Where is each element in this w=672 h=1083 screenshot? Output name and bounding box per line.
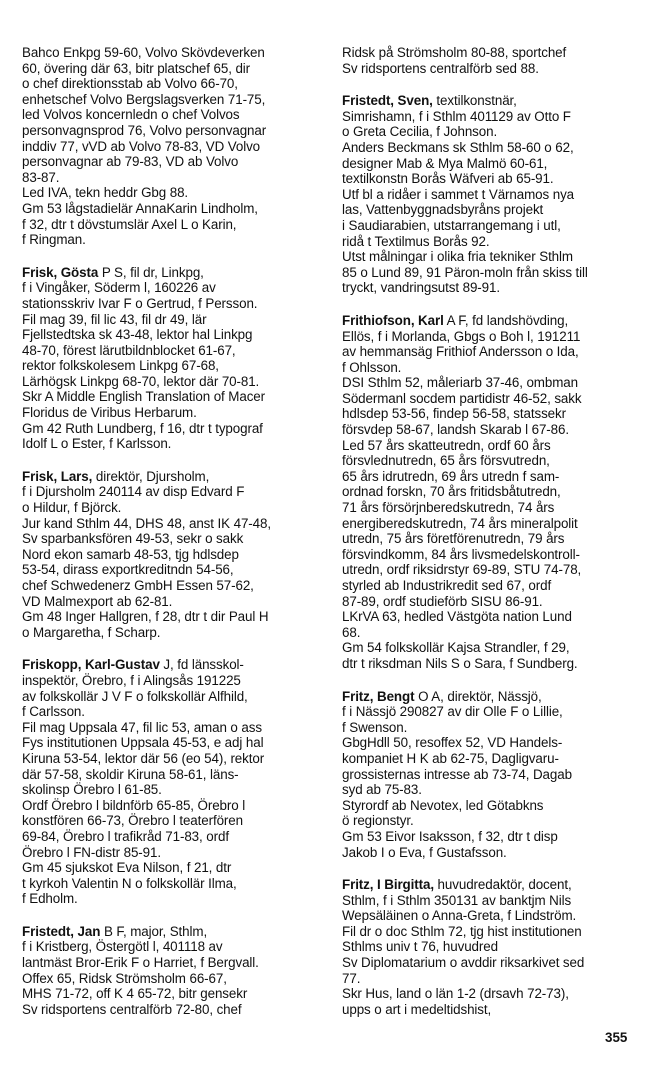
entry-line: f i Kristberg, Östergötl l, 401118 av [22,939,223,955]
entry-line: Simrishamn, f i Sthlm 401129 av Otto F [342,108,571,124]
entry-line: rektor folkskolesem Linkpg 67-68, [22,358,219,374]
entry-line: o Hildur, f Björck. [22,500,122,516]
entry-line: 69-84, Örebro l trafikråd 71-83, ordf [22,828,229,844]
entry-first-line [22,265,322,281]
entry-line: Sthlms univ t 76, huvudred [342,939,498,955]
entry-line: VD Malmexport ab 62-81. [22,593,173,609]
entry-line: 71 års försörjnberedskutredn, 74 års [342,500,555,516]
entry-line: 53-54, dirass exportkreditndn 54-56, [22,562,234,578]
entry-line: Lärhögsk Linkpg 68-70, lektor där 70-81. [22,373,260,389]
entry-line: kompaniet H K ab 62-75, Dagligvaru- [342,750,559,766]
entry-friskopp-karl-gustav [22,657,322,907]
entry-line: t kyrkoh Valentin N o folkskollär Ilma, [22,875,237,891]
entry-line: LKrVA 63, hedled Västgöta nation Lund [342,609,572,625]
entry-first-line [342,93,654,109]
entry-line: Skr Hus, land o län 1-2 (drsavh 72-73), [342,986,569,1002]
entry-line: Södermanl socdem partidistr 46-52, sakk [342,390,582,406]
entry-line: Jur kand Sthlm 44, DHS 48, anst IK 47-48, [22,515,271,531]
entry-line: Örebro l FN-distr 85-91. [22,844,161,860]
entry-line: styrled ab Industrikredit sed 67, ordf [342,578,552,593]
entry-line: 68. [342,624,361,640]
entry-name: Fristedt, Jan [22,923,101,939]
entry-line: Skr A Middle English Translation of Macer [22,389,265,405]
entry-line: av folkskollär J V F o folkskollär Alfhild, [22,688,248,704]
entry-line: Kiruna 53-54, lektor där 56 (eo 54), rektor [22,750,265,766]
entry-line: f i Nässjö 290827 av dir Olle F o Lillie, [342,704,563,720]
entry-line: direktör, Djursholm, [92,468,210,484]
entry-line: GbgHdll 50, resoffex 52, VD Handels- [342,735,563,751]
entry-line: Offex 65, Ridsk Strömsholm 66-67, [22,970,227,986]
left-column [22,45,322,1034]
entry-line: Ordf Örebro l bildnförb 65-85, Örebro l [22,797,246,813]
entry-first-line [22,924,322,940]
entry-line: energiberedskutredn, 74 års mineralpolit [342,515,578,531]
entry-name: Frisk, Lars, [22,468,93,484]
entry-line: Nord ekon samarb 48-53, tjg hdlsdep [22,546,239,562]
entry-line: Styrordf ab Nevotex, led Götabkns [342,797,544,813]
entry-line: 83-87. [22,169,60,185]
entry-line: 48-70, förest lärutbildnblocket 61-67, [22,342,236,358]
entry-line: 60, övering där 63, bitr platschef 65, dir [22,60,251,76]
entry-line: Fil mag Uppsala 47, fil lic 53, aman o ass [22,719,262,735]
entry-line: ridå t Textilmus Borås 92. [342,233,490,249]
entry-name: Fristedt, Sven, [342,93,433,109]
entry-line: Sthlm, f i Sthlm 350131 av banktjm Nils [342,892,572,908]
entry-line: chef Schwedenerz GmbH Essen 57-62, [22,578,254,593]
entry-line: 65 års idrutredn, 69 års utredn f sam- [342,468,560,484]
entry-line: f Ohlsson. [342,359,402,375]
entry-first-line [342,877,654,893]
entry-line: tryckt, vandringsutst 89-91. [342,280,500,296]
entry-line: dtr t riksdman Nils S o Sara, f Sundberg. [342,655,578,671]
entry-line: J, fd länsskol- [159,657,244,673]
entry-continuation [22,45,322,248]
entry-line: Led IVA, tekn heddr Gbg 88. [22,185,189,201]
entry-line: f Edholm. [22,891,78,907]
entry-line: ordnad forskn, 70 års fritidsbåtutredn, [342,484,561,500]
entry-line: Utf bl a ridåer i sammet t Värnamos nya [342,186,575,202]
entry-line: inspektör, Örebro, f i Alingsås 191225 [22,672,241,688]
entry-line: syd ab 75-83. [342,782,422,798]
entry-line: O A, direktör, Nässjö, [414,688,542,704]
entry-line: DSI Sthlm 52, måleriarb 37-46, ombman [342,375,578,391]
entry-fristedt-sven [342,93,654,296]
entry-line: försvindkomm, 84 års livsmedelskontroll- [342,546,580,562]
entry-line: Gm 54 folkskollär Kajsa Strandler, f 29, [342,640,570,656]
entry-line: Fjellstedtska sk 43-48, lektor hal Linkpg [22,327,253,343]
entry-name: Fritz, Bengt [342,688,415,704]
entry-line: Anders Beckmans sk Sthlm 58-60 o 62, [342,139,574,155]
entry-line: o chef direktionsstab ab Volvo 66-70, [22,76,238,92]
entry-line: stationsskriv Ivar F o Gertrud, f Persson. [22,295,258,311]
entry-first-line [22,657,322,673]
entry-line: personvagnar ab 79-83, VD ab Volvo [22,154,239,170]
entry-line: o Margaretha, f Scharp. [22,624,161,640]
entry-name: Frisk, Gösta [22,264,99,280]
entry-line: A F, fd landshövding, [443,312,569,328]
entry-line: Idolf L o Ester, f Karlsson. [22,436,172,452]
entry-line: Sv Diplomatarium o avddir riksarkivet sed [342,955,585,971]
entry-line: Gm 53 lågstadielär AnnaKarin Lindholm, [22,200,258,216]
page-number: 355 [605,1030,628,1045]
entry-line: försvdep 58-67, landsh Skarab l 67-86. [342,422,569,438]
entry-line: Sv ridsportens centralförb sed 88. [342,60,539,76]
entry-line: B F, major, Sthlm, [100,923,208,939]
entry-line: Ellös, f i Morlanda, Gbgs o Boh l, 191211 [342,328,581,344]
entry-line: ö regionstyr. [342,813,414,829]
entry-line: Ridsk på Strömsholm 80-88, sportchef [342,45,567,60]
entry-line: grossisternas intresse ab 73-74, Dagab [342,766,572,782]
entry-line: skolinsp Örebro l 61-85. [22,782,162,798]
entry-name: Friskopp, Karl-Gustav [22,657,160,673]
entry-name: Fritz, I Birgitta, [342,877,434,893]
entry-line: Bahco Enkpg 59-60, Volvo Skövdeverken [22,45,265,60]
entry-line: 85 o Lund 89, 91 Päron-moln från skiss till [342,264,588,280]
entry-line: Gm 42 Ruth Lundberg, f 16, dtr t typograf [22,420,263,436]
entry-fristedt-jan [22,924,322,1018]
entry-fritz-birgitta [342,877,654,1017]
entry-first-line [342,689,654,705]
entry-line: textilkonstn Borås Wäfveri ab 65-91. [342,171,554,187]
entry-frisk-lars [22,469,322,641]
entry-line: designer Mab & Mya Malmö 60-61, [342,155,548,171]
entry-line: utredn, ordf riksidrstyr 69-89, STU 74-78, [342,562,582,578]
entry-line: där 57-58, skoldir Kiruna 58-61, läns- [22,766,239,782]
entry-line: Floridus de Viribus Herbarum. [22,405,197,421]
entry-line: MHS 71-72, off K 4 65-72, bitr gensekr [22,986,248,1002]
entry-line: huvudredaktör, docent, [433,877,572,893]
entry-line: P S, fil dr, Linkpg, [98,264,204,280]
entry-line: försvlednutredn, 65 års försvutredn, [342,453,550,469]
entry-line: personvagnsprod 76, Volvo personvagnar [22,122,267,138]
entry-line: 77. [342,970,361,986]
entry-line: i Saudiarabien, utstarrangemang i utl, [342,217,561,233]
entry-frisk-gosta [22,265,322,452]
entry-line: o Greta Cecilia, f Johnson. [342,124,498,140]
entry-line: f 32, dtr t dövstumslär Axel L o Karin, [22,216,237,232]
entry-continuation [342,45,654,76]
entry-first-line [342,313,654,329]
entry-line: f Swenson. [342,719,408,735]
entry-line: led Volvos koncernledn o chef Volvos [22,107,240,123]
entry-line: Utst målningar i olika fria tekniker Sthlm [342,249,573,265]
entry-fritz-bengt [342,689,654,861]
entry-line: f i Djursholm 240114 av disp Edvard F [22,484,245,500]
entry-line: lantmäst Bror-Erik F o Harriet, f Bergvall. [22,955,259,971]
entry-line: inddiv 77, vVD ab Volvo 78-83, VD Volvo [22,138,261,154]
entry-line: Fil mag 39, fil lic 43, fil dr 49, lär [22,311,207,327]
entry-line: las, Vattenbyggnadsbyråns projekt [342,202,544,218]
entry-line: hdlsdep 53-56, findep 56-58, statssekr [342,406,566,422]
entry-first-line [22,469,322,485]
entry-line: Fil dr o doc Sthlm 72, tjg hist institutionen [342,923,582,939]
entry-line: f Ringman. [22,232,86,248]
entry-line: Gm 48 Inger Hallgren, f 28, dtr t dir Paul H [22,609,269,625]
entry-name: Frithiofson, Karl [342,312,444,328]
entry-line: Jakob I o Eva, f Gustafsson. [342,844,507,860]
entry-line: Wepsäläinen o Anna-Greta, f Lindström. [342,908,577,924]
entry-line: Fys institutionen Uppsala 45-53, e adj hal [22,735,264,751]
entry-line: Sv ridsportens centralförb 72-80, chef [22,1001,242,1017]
entry-frithiofson-karl [342,313,654,672]
entry-line: 87-89, ordf studieförb SISU 86-91. [342,593,543,609]
entry-line: Led 57 års skatteutredn, ordf 60 års [342,437,551,453]
entry-line: av hemmansäg Frithiof Andersson o Ida, [342,344,579,360]
entry-line: f Carlsson. [22,704,85,720]
entry-line: utredn, 75 års företförenutredn, 79 års [342,531,565,547]
entry-line: Gm 53 Eivor Isaksson, f 32, dtr t disp [342,828,558,844]
right-column [342,45,654,1034]
entry-line: Sv sparbanksfören 49-53, sekr o sakk [22,531,244,547]
entry-line: f i Vingåker, Söderm l, 160226 av [22,280,216,296]
entry-line: Gm 45 sjukskot Eva Nilson, f 21, dtr [22,860,232,876]
entry-line: enhetschef Volvo Bergslagsverken 71-75, [22,91,266,107]
entry-line: upps o art i medeltidshist, [342,1001,492,1017]
entry-line: textilkonstnär, [432,93,517,109]
entry-line: konstfören 66-73, Örebro l teaterfören [22,813,243,829]
